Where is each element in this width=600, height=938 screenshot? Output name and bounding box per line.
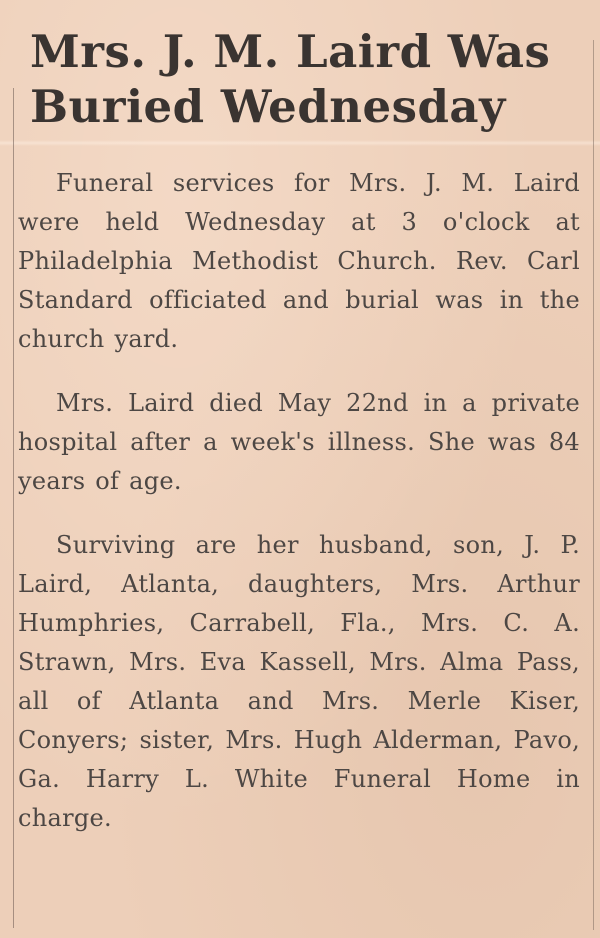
headline: Mrs. J. M. Laird Was Buried Wednesday xyxy=(30,25,551,133)
paragraph-funeral-services: Funeral services for Mrs. J. M. Laird were held Wednesday at 3 o'clock at Philadelphia Methodist Church. Rev. Carl Standard officiated and burial was in the church yard. xyxy=(18,169,580,353)
column-rule-right xyxy=(593,40,594,930)
paragraph-death-notice: Mrs. Laird died May 22nd in a private hospital after a week's illness. She was 84 years of age. xyxy=(18,389,580,495)
paper-fold xyxy=(0,140,600,146)
paragraph-survivors: Surviving are her husband, son, J. P. Laird, Atlanta, daughters, Mrs. Arthur Humphries, Carrabell, Fla., Mrs. C. A. Strawn, Mrs. Eva Kassell, Mrs. Alma Pass, all of Atlanta and Mrs. Merle Kiser, Conyers; sister, Mrs. Hugh Alderman, Pavo, Ga. Harry L. White Funeral Home in charge. xyxy=(18,531,580,832)
article-body xyxy=(18,164,580,863)
column-rule-left xyxy=(13,88,14,928)
